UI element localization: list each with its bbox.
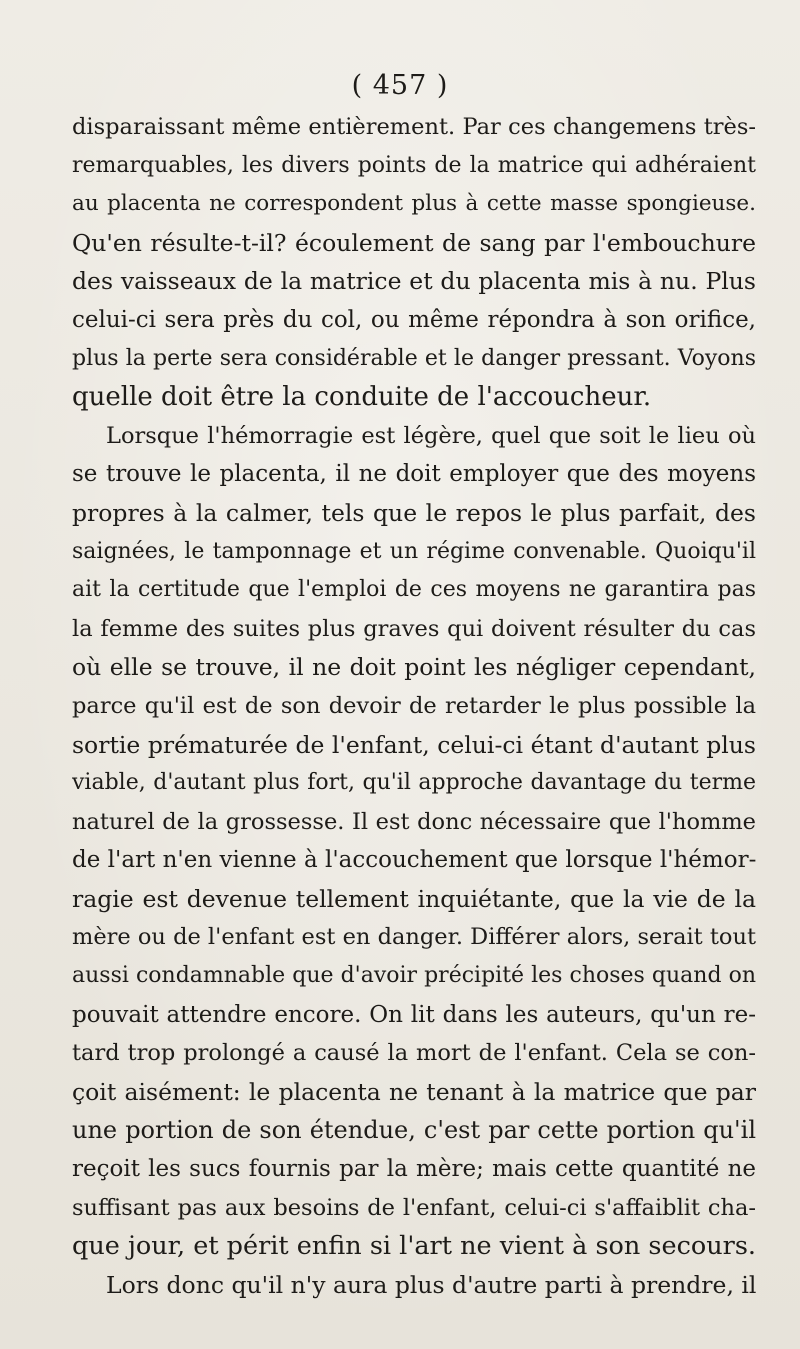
- text-line: une portion de son étendue, c'est par cette portion qu'il: [72, 1116, 756, 1145]
- text-line: la femme des suites plus graves qui doivent résulter du cas: [72, 615, 756, 642]
- text-line: sortie prématurée de l'enfant, celui-ci étant d'autant plus: [72, 730, 756, 759]
- text-line: parce qu'il est de son devoir de retarder le plus possible la: [72, 692, 756, 719]
- text-line: naturel de la grossesse. Il est donc nécessaire que l'homme: [72, 808, 756, 835]
- text-line: où elle se trouve, il ne doit point les négliger cependant,: [72, 653, 756, 682]
- text-line: des vaisseaux de la matrice et du placenta mis à nu. Plus: [72, 267, 756, 296]
- text-line: quelle doit être la conduite de l'accoucheur.: [72, 382, 652, 413]
- text-line: plus la perte sera considérable et le danger pressant. Voyons: [72, 345, 756, 371]
- text-line: reçoit les sucs fournis par la mère; mais cette quantité ne: [72, 1156, 756, 1183]
- text-line: mère ou de l'enfant est en danger. Différer alors, serait tout: [72, 924, 756, 951]
- text-line: tard trop prolongé a causé la mort de l'enfant. Cela se con-: [72, 1040, 756, 1067]
- text-line: Qu'en résulte-t-il? écoulement de sang par l'embouchure: [72, 228, 756, 257]
- page-number: ( 457 ): [351, 70, 449, 101]
- text-line: ait la certitude que l'emploi de ces moyens ne garantira pas: [72, 577, 756, 603]
- text-line: ragie est devenue tellement inquiétante, que la vie de la: [72, 884, 756, 913]
- text-line: aussi condamnable que d'avoir précipité les choses quand on: [72, 963, 756, 989]
- text-line: remarquables, les divers points de la matrice qui adhéraient: [72, 152, 756, 178]
- text-line: de l'art n'en vienne à l'accouchement que lorsque l'hémor-: [72, 847, 756, 874]
- text-line: Lorsque l'hémorragie est légère, quel que soit le lieu où: [106, 422, 756, 449]
- text-line: saignées, le tamponnage et un régime convenable. Quoiqu'il: [72, 538, 756, 564]
- text-line: pouvait attendre encore. On lit dans les auteurs, qu'un re-: [72, 1001, 756, 1028]
- text-line: Lors donc qu'il n'y aura plus d'autre parti à prendre, il: [106, 1270, 756, 1299]
- body-text: [72, 108, 756, 1304]
- text-line: que jour, et périt enfin si l'art ne vient à son secours.: [72, 1231, 756, 1262]
- text-line: disparaissant même entièrement. Par ces changemens très-: [72, 114, 756, 140]
- text-line: propres à la calmer, tels que le repos le plus parfait, des: [72, 498, 756, 527]
- text-line: celui-ci sera près du col, ou même répondra à son orifice,: [72, 306, 756, 333]
- text-line: se trouve le placenta, il ne doit employer que des moyens: [72, 461, 756, 488]
- text-line: viable, d'autant plus fort, qu'il approche davantage du terme: [72, 770, 756, 796]
- text-line: au placenta ne correspondent plus à cette masse spongieuse.: [72, 191, 756, 217]
- text-line: suffisant pas aux besoins de l'enfant, celui-ci s'affaiblit cha-: [72, 1194, 756, 1221]
- text-line: çoit aisément: le placenta ne tenant à la matrice que par: [72, 1077, 756, 1106]
